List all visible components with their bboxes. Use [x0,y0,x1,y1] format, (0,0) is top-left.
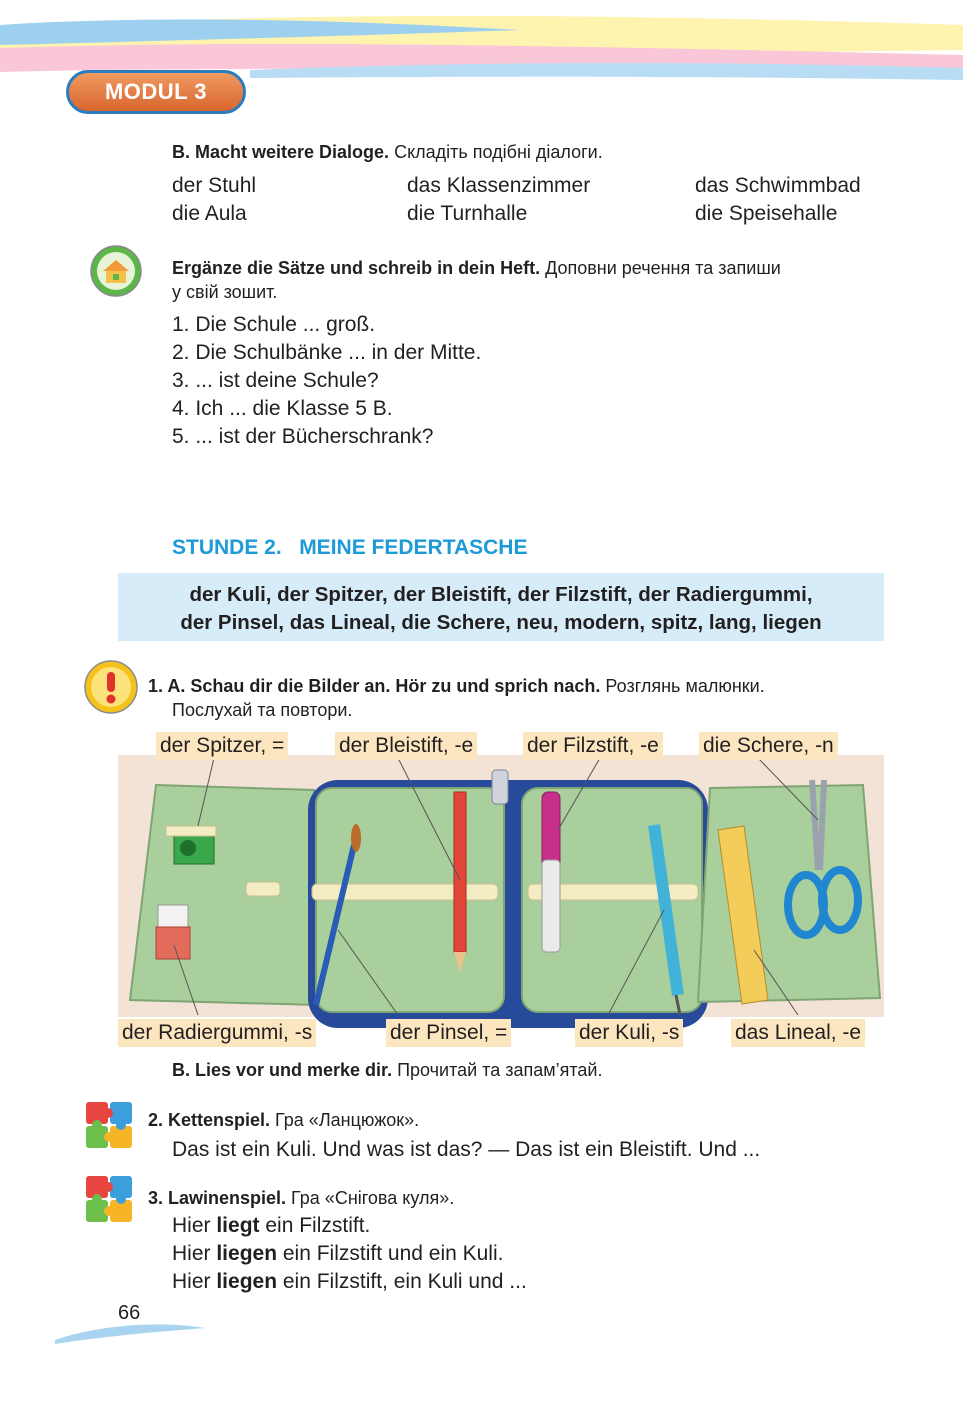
ex3-lines [172,1212,527,1296]
label-spitzer: der Spitzer, = [156,732,288,760]
ex3-line-1 [172,1212,527,1240]
sentence-5: 5. ... ist der Bücherschrank? [172,425,434,448]
label-lineal: das Lineal, -e [731,1019,865,1047]
word-r2c3: die Speisehalle [695,202,838,225]
sentence-3: 3. ... ist deine Schule? [172,369,379,392]
exercise-b-title-ua: Складіть подібні діалоги. [389,142,603,162]
ex3-line-3-verb: liegen [216,1270,278,1293]
modul-badge: MODUL 3 [66,70,246,114]
ex3-line-1-c: ein Filzstift. [259,1214,371,1237]
page-number: 66 [118,1302,141,1324]
ex3-line-1-verb: liegt [216,1214,260,1237]
ex3-line-2-a: Hier [172,1242,217,1265]
sentence-4: 4. Ich ... die Klasse 5 B. [172,397,393,420]
ex1b-title-ua: Прочитай та запам’ятай. [392,1060,603,1080]
sentence-1: 1. Die Schule ... groß. [172,313,376,336]
homework-title-ua-2: у свій зошит. [172,282,278,302]
ex3-line-1-a: Hier [172,1214,217,1237]
house-icon [90,245,142,297]
ex2-text: Das ist ein Kuli. Und was ist das? — Das ist ein Bleistift. Und ... [172,1138,761,1161]
ex2-title: 2. Kettenspiel. [148,1110,271,1130]
word-r2c1: die Aula [172,202,247,225]
exercise-b-title: B. Macht weitere Dialoge. [172,142,390,162]
label-filzstift: der Filzstift, -e [523,732,663,760]
ex3-title: 3. Lawinenspiel. [148,1188,287,1208]
ex3-line-2-c: ein Filzstift und ein Kuli. [277,1242,504,1265]
exercise-b-instruction [172,140,603,164]
ex1b-title: B. Lies vor und merke dir. [172,1060,393,1080]
pencil-case-illustration [118,730,884,1035]
homework-sentences [172,311,481,451]
word-r2c2: die Turnhalle [407,202,528,225]
ex3-line-3 [172,1268,527,1296]
ex1-instruction [148,674,898,722]
label-radiergummi: der Radiergummi, -s [118,1019,316,1047]
label-schere: die Schere, -n [699,732,838,760]
ex2-title-ua: Гра «Ланцюжок». [270,1110,420,1130]
homework-title: Ergänze die Sätze und schreib in dein Heft. [172,258,541,278]
word-r1c2: das Klassenzimmer [407,174,591,197]
lesson-title: STUNDE 2. MEINE FEDERTASCHE [172,536,528,559]
label-kuli: der Kuli, -s [575,1019,683,1047]
ex1b-instruction [172,1058,603,1082]
ex3-title-ua: Гра «Снігова куля». [286,1188,455,1208]
puzzle-icon [82,1098,138,1152]
vocabulary-line-1: der Kuli, der Spitzer, der Bleistift, der Filzstift, der Radiergummi, [189,583,813,606]
ex1-title: 1. A. Schau dir die Bilder an. Hör zu und sprich nach. [148,676,601,696]
ex3-line-2-verb: liegen [216,1242,278,1265]
word-r1c1: der Stuhl [172,174,257,197]
ex2-instruction [148,1108,419,1132]
ex3-line-2 [172,1240,527,1268]
ex3-instruction [148,1186,454,1210]
word-r1c3: das Schwimmbad [695,174,861,197]
puzzle-icon [82,1172,138,1226]
vocabulary-line-2: der Pinsel, das Lineal, die Schere, neu, modern, spitz, lang, liegen [180,611,822,634]
ex1-title-ua-2: Послухай та повтори. [172,700,353,720]
ex3-line-3-a: Hier [172,1270,217,1293]
sentence-2: 2. Die Schulbänke ... in der Mitte. [172,341,482,364]
exclamation-icon [84,660,138,714]
ex1-title-ua-1: Розглянь малюнки. [600,676,765,696]
homework-instruction [172,256,892,304]
homework-title-ua-1: Доповни речення та запиши [540,258,781,278]
vocabulary-box [118,573,884,641]
ex3-line-3-c: ein Filzstift, ein Kuli und ... [277,1270,527,1293]
label-bleistift: der Bleistift, -e [335,732,477,760]
label-pinsel: der Pinsel, = [386,1019,511,1047]
